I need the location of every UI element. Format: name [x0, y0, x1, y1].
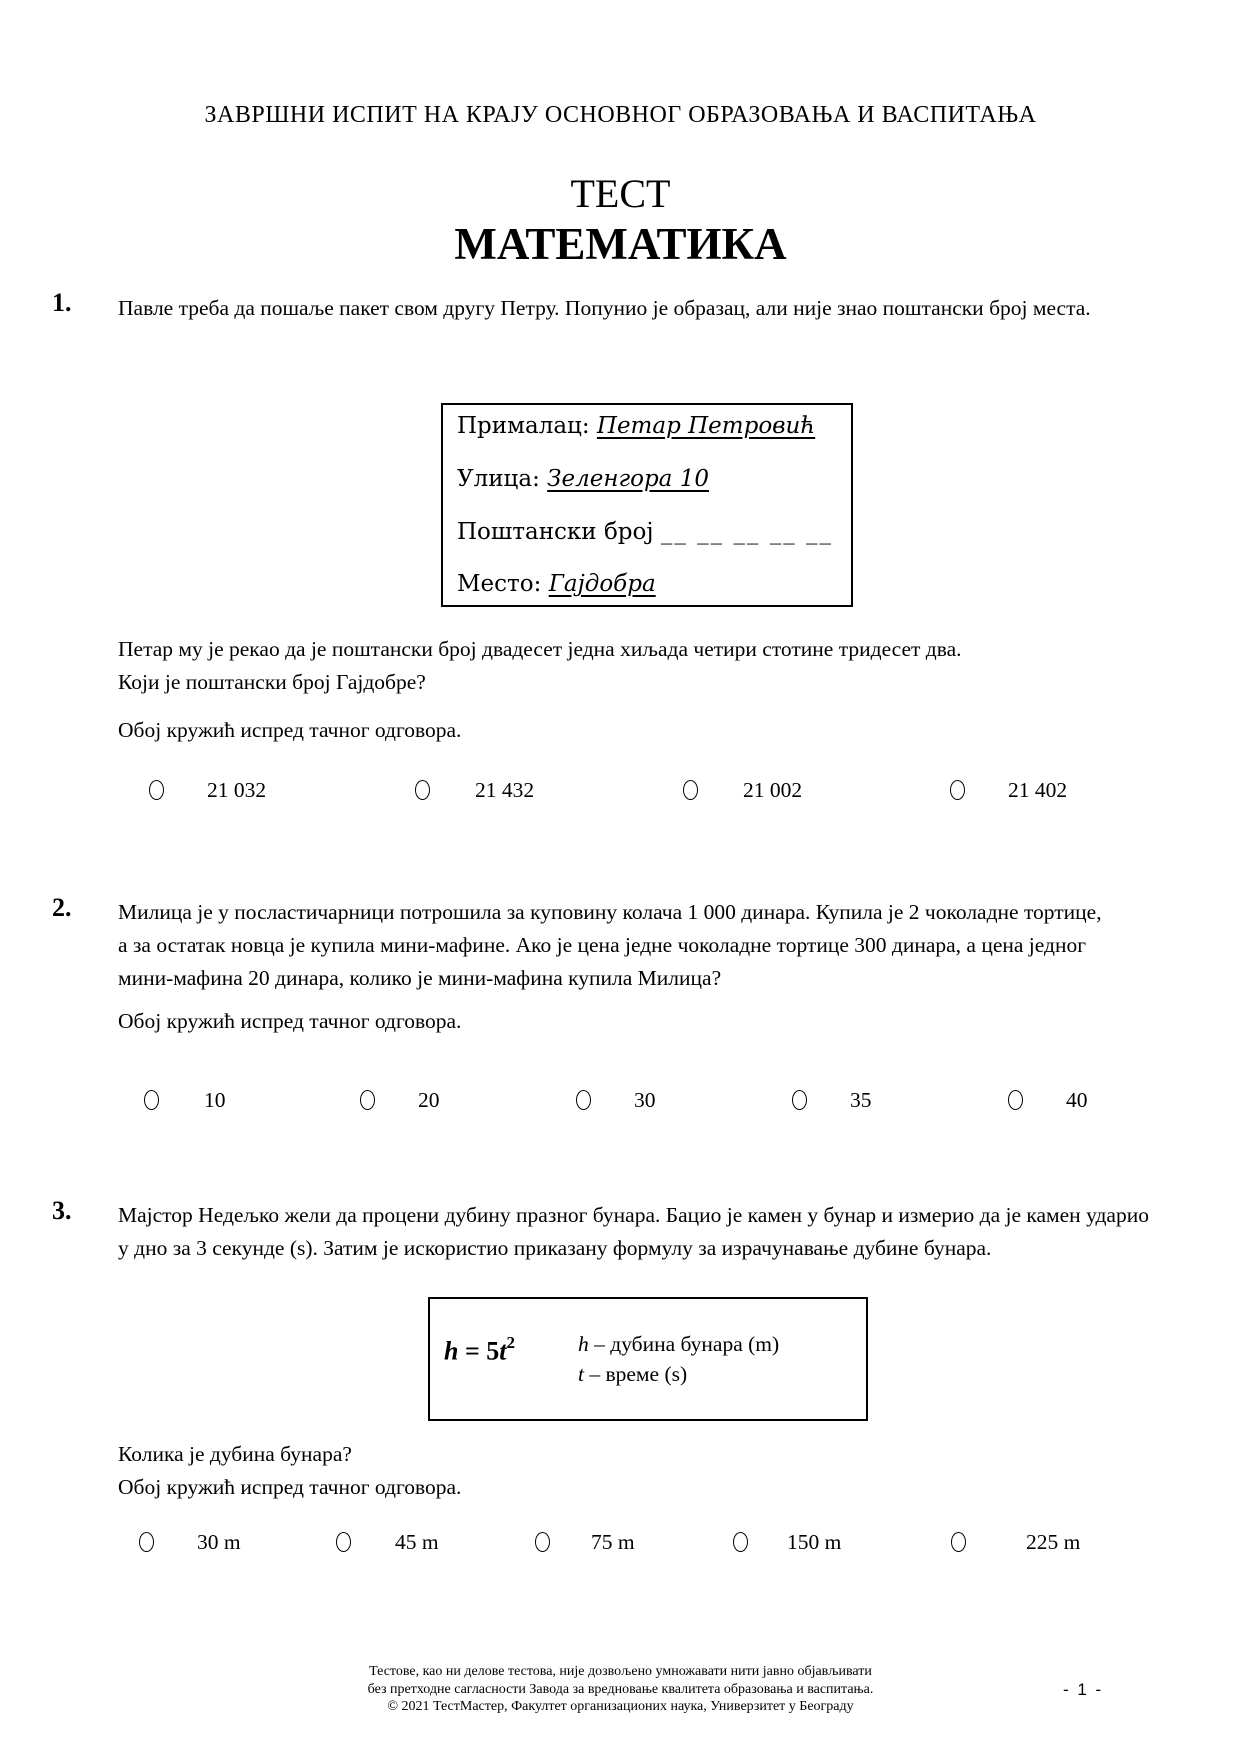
- instruction-text: Обој кружић испред тачног одговора.: [118, 1009, 462, 1033]
- q2-option-label-3: 30: [634, 1088, 656, 1112]
- q2-option-label-5: 40: [1066, 1088, 1088, 1112]
- footer-line: без претходне сагласности Завода за вредновање квалитета образовања и васпитања.: [367, 1681, 874, 1697]
- q3-option-label-2: 45 m: [395, 1530, 439, 1554]
- formula-expression: $h = 5t^2$: [444, 1333, 516, 1366]
- q3-option-radio-3[interactable]: [535, 1532, 550, 1552]
- question-text-line: Мајстор Недељко жели да процени дубину празног бунара. Бацио је камен у бунар и измерио да је камен ударио: [118, 1203, 1149, 1227]
- postal-code-label: Поштански број: [457, 519, 654, 545]
- q3-option-label-1: 30 m: [197, 1530, 241, 1554]
- q1-option-radio-2[interactable]: [415, 780, 430, 800]
- legend-line: h – дубина бунара (m): [578, 1332, 780, 1356]
- formula-box: [428, 1297, 868, 1421]
- footer-copyright: [0, 1663, 1241, 1716]
- postal-code-row: [457, 519, 833, 545]
- postal-code-blanks: __ __ __ __ __: [660, 519, 834, 545]
- legend-line: t – време (s): [578, 1362, 688, 1386]
- formula-legend: [578, 1329, 779, 1389]
- page-number: - 1 -: [1063, 1680, 1104, 1699]
- q3-option-radio-4[interactable]: [733, 1532, 748, 1552]
- footer-line: © 2021 ТестМастер, Факултет организационих наука, Универзитет у Београду: [387, 1699, 854, 1714]
- q2-option-radio-3[interactable]: [576, 1090, 591, 1110]
- question-text-line: Колика је дубина бунара?: [118, 1442, 352, 1466]
- q1-option-label-3: 21 002: [743, 778, 803, 802]
- recipient-row: [457, 413, 815, 439]
- q2-option-radio-5[interactable]: [1008, 1090, 1023, 1110]
- footer-line: Тестове, као ни делове тестова, није дозвољено умножавати нити јавно објављивати: [369, 1664, 872, 1679]
- place-row: [457, 571, 656, 597]
- q2-option-radio-2[interactable]: [360, 1090, 375, 1110]
- q3-option-label-5: 225 m: [1026, 1530, 1081, 1554]
- q1-option-radio-3[interactable]: [683, 780, 698, 800]
- subject-title: МАТЕМАТИКА: [454, 219, 787, 269]
- question-text-line: Петар му је рекао да је поштански број двадесет једна хиљада четири стотине тридесет два.: [118, 637, 962, 661]
- instruction-text: Обој кружић испред тачног одговора.: [118, 1475, 462, 1499]
- instruction-text: Обој кружић испред тачног одговора.: [118, 718, 462, 742]
- q1-option-label-2: 21 432: [475, 778, 535, 802]
- question-text-line: у дно за 3 секунде (s). Затим је искористио приказану формулу за израчунавање дубине бунара.: [118, 1236, 992, 1260]
- question-number: 1.: [52, 288, 72, 317]
- street-row: [457, 466, 709, 492]
- q2-option-radio-1[interactable]: [144, 1090, 159, 1110]
- q3-option-radio-1[interactable]: [139, 1532, 154, 1552]
- question-text-line: а за остатак новца је купила мини-мафине. Ако је цена једне чоколадне тортице 300 динара, а цена једног: [118, 933, 1087, 957]
- q2-option-label-4: 35: [850, 1088, 872, 1112]
- question-number: 3.: [52, 1196, 72, 1225]
- place-label: Место:: [457, 571, 542, 597]
- recipient-label: Прималац:: [457, 413, 590, 439]
- question-text-line: Који је поштански број Гајдобре?: [118, 670, 426, 694]
- question-text-line: мини-мафина 20 динара, колико је мини-мафина купила Милица?: [118, 966, 722, 990]
- q3-option-radio-2[interactable]: [336, 1532, 351, 1552]
- test-label: ТЕСТ: [570, 171, 671, 216]
- recipient-value: Петар Петровић: [596, 413, 816, 439]
- street-value: Зеленгора 10: [547, 466, 709, 492]
- question-text-line: Милица је у посластичарници потрошила за куповину колача 1 000 динара. Купила је 2 чоколадне тортице,: [118, 900, 1102, 924]
- street-label: Улица:: [457, 466, 540, 492]
- place-value: Гајдобра: [548, 571, 656, 597]
- q3-option-label-4: 150 m: [787, 1530, 842, 1554]
- q1-option-radio-1[interactable]: [149, 780, 164, 800]
- q1-option-label-1: 21 032: [207, 778, 267, 802]
- question-text-line: Павле треба да пошаље пакет свом другу Петру. Попунио је образац, али није знао поштански број места.: [118, 296, 1091, 320]
- question-number: 2.: [52, 893, 72, 922]
- address-form: [441, 403, 853, 607]
- q2-option-label-1: 10: [204, 1088, 226, 1112]
- q2-option-label-2: 20: [418, 1088, 440, 1112]
- q3-option-label-3: 75 m: [591, 1530, 635, 1554]
- q1-option-radio-4[interactable]: [950, 780, 965, 800]
- q3-option-radio-5[interactable]: [951, 1532, 966, 1552]
- q1-option-label-4: 21 402: [1008, 778, 1068, 802]
- exam-title: ЗАВРШНИ ИСПИТ НА КРАЈУ ОСНОВНОГ ОБРАЗОВАЊА И ВАСПИТАЊА: [204, 102, 1037, 128]
- q2-option-radio-4[interactable]: [792, 1090, 807, 1110]
